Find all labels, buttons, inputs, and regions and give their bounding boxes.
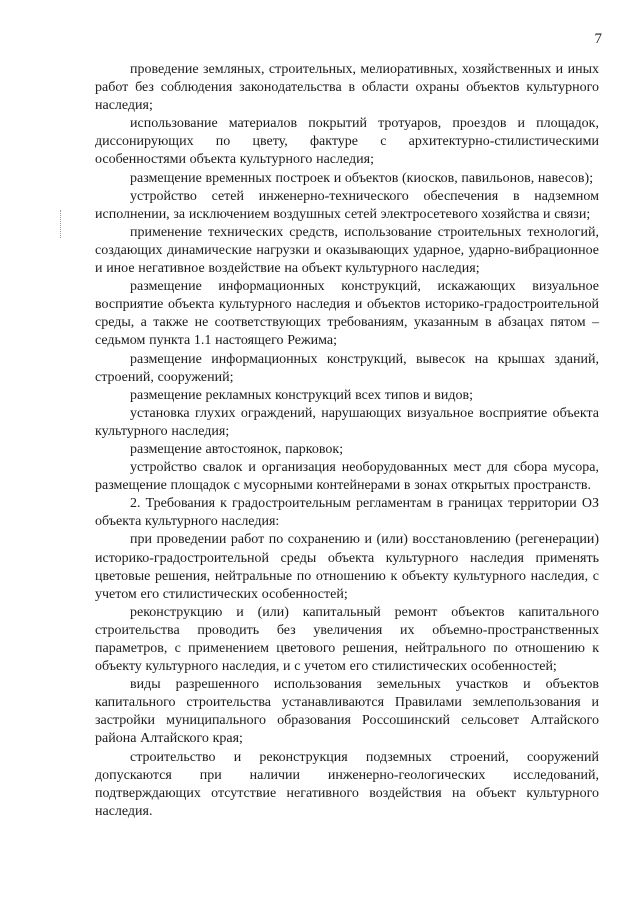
paragraph: размещение информационных конструкций, вывесок на крышах зданий, строений, сооружений;: [95, 351, 599, 385]
document-body: [95, 61, 599, 821]
paragraph: размещение временных построек и объектов (киосков, павильонов, навесов);: [130, 170, 594, 186]
page-number: 7: [594, 31, 602, 47]
paragraph: устройство свалок и организация необорудованных мест для сбора мусора, размещение площадок с мусорными контейнерами в зонах открытых пространств.: [95, 460, 599, 494]
paragraph: применение технических средств, использование строительных технологий, создающих динамические нагрузки и оказывающих ударное, ударно-вибрационное и иное негативное воздействие на объект культурного наследия;: [95, 224, 599, 277]
paragraph: размещение автостоянок, парковок;: [130, 441, 344, 457]
paragraph: установка глухих ограждений, нарушающих визуальное восприятие объекта культурного наследия;: [95, 405, 599, 439]
paragraph: размещение рекламных конструкций всех типов и видов;: [130, 387, 474, 403]
paragraph: виды разрешенного использования земельных участков и объектов капитального строительства устанавливаются Правилами землепользования и застройки муниципального образования Россошинский сельсовет Алтайского района Алтайского края;: [95, 677, 599, 747]
section-heading-paragraph: 2. Требования к градостроительным регламентам в границах территории ОЗ объекта культурного наследия:: [95, 496, 599, 530]
margin-mark: [60, 210, 63, 238]
paragraph: устройство сетей инженерно-технического обеспечения в надземном исполнении, за исключением воздушных сетей электросетевого хозяйства и связи;: [95, 188, 599, 222]
paragraph: строительство и реконструкция подземных строений, сооружений допускаются при наличии инженерно-геологических исследований, подтверждающих отсутствие негативного воздействия на объект культурного наследия.: [95, 749, 599, 819]
paragraph: при проведении работ по сохранению и (или) восстановлению (регенерации) историко-градостроительной среды объекта культурного наследия применять цветовые решения, нейтральные по отношению к объекту культурного наследия, с учетом его стилистических особенностей;: [95, 532, 599, 602]
paragraph: размещение информационных конструкций, искажающих визуальное восприятие объекта культурного наследия и объектов историко-градостроительной среды, а также не соответствующих требованиям, указанным в абзацах пятом – седьмом пункта 1.1 настоящего Режима;: [95, 279, 599, 349]
paragraph: проведение земляных, строительных, мелиоративных, хозяйственных и иных работ без соблюдения законодательства в области охраны объектов культурного наследия;: [95, 62, 599, 114]
paragraph: реконструкцию и (или) капитальный ремонт объектов капитального строительства проводить без увеличения их объемно-пространственных параметров, с применением цветового решения, нейтрального по отношению к объекту культурного наследия, и с учетом его стилистических особенностей;: [95, 604, 599, 675]
paragraph: использование материалов покрытий тротуаров, проездов и площадок, диссонирующих по цвету, фактуре с архитектурно-стилистическими особенностями объекта культурного наследия;: [95, 116, 599, 168]
